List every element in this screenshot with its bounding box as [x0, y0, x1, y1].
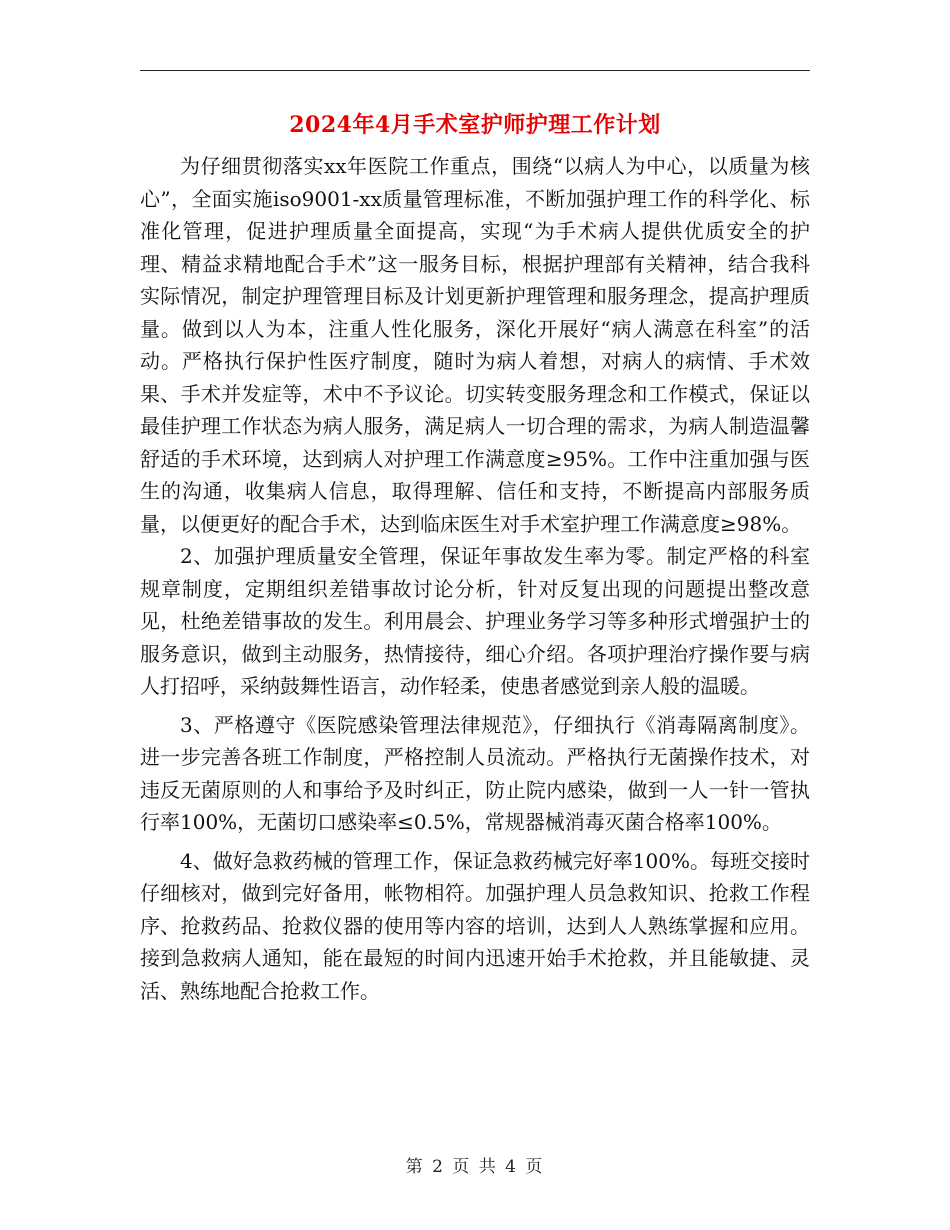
paragraph-item-3: 3、严格遵守《医院感染管理法律规范》，仔细执行《消毒隔离制度》。进一步完善各班工作制度，严格控制人员流动。严格执行无菌操作技术，对违反无菌原则的人和事给予及时纠正，防止院内感染，做到一人一针一管执行率100%，无菌切口感染率≤0.5%，常规器械消毒灭菌合格率100%。 [140, 712, 810, 834]
paragraph-item-2: 2、加强护理质量安全管理，保证年事故发生率为零。制定严格的科室规章制度，定期组织差错事故讨论分析，针对反复出现的问题提出整改意见，杜绝差错事故的发生。利用晨会、护理业务学习等多种形式增强护士的服务意识，做到主动服务，热情接待，细心介绍。各项护理治疗操作要与病人打招呼，采纳鼓舞性语言，动作轻柔，使患者感觉到亲人般的温暖。 [140, 544, 810, 698]
page-number-footer: 第 2 页 共 4 页 [405, 1157, 545, 1177]
document-title: 2024年4月手术室护师护理工作计划 [289, 112, 661, 138]
paragraph-intro: 为仔细贯彻落实xx年医院工作重点，围绕“以病人为中心，以质量为核心”，全面实施iso9001-xx质量管理标准，不断加强护理工作的科学化、标准化管理，促进护理质量全面提高，实现“为手术病人提供优质安全的护理、精益求精地配合手术”这一服务目标，根据护理部有关精神，结合我科实际情况，制定护理管理目标及计划更新护理管理和服务理念，提高护理质量。做到以人为本，注重人性化服务，深化开展好“病人满意在科室”的活动。严格执行保护性医疗制度，随时为病人着想，对病人的病情、手术效果、手术并发症等，术中不予议论。切实转变服务理念和工作模式，保证以最佳护理工作状态为病人服务，满足病人一切合理的需求，为病人制造温馨舒适的手术环境，达到病人对护理工作满意度≥95%。工作中注重加强与医生的沟通，收集病人信息，取得理解、信任和支持，不断提高内部服务质量，以便更好的配合手术，达到临床医生对手术室护理工作满意度≥98%。 [140, 154, 810, 536]
document-body [140, 150, 810, 1007]
header-rule [140, 70, 810, 71]
paragraph-item-4: 4、做好急救药械的管理工作，保证急救药械完好率100%。每班交接时仔细核对，做到完好备用，帐物相符。加强护理人员急救知识、抢救工作程序、抢救药品、抢救仪器的使用等内容的培训，达到人人熟练掌握和应用。接到急救病人通知，能在最短的时间内迅速开始手术抢救，并且能敏捷、灵活、熟练地配合抢救工作。 [140, 848, 810, 1003]
